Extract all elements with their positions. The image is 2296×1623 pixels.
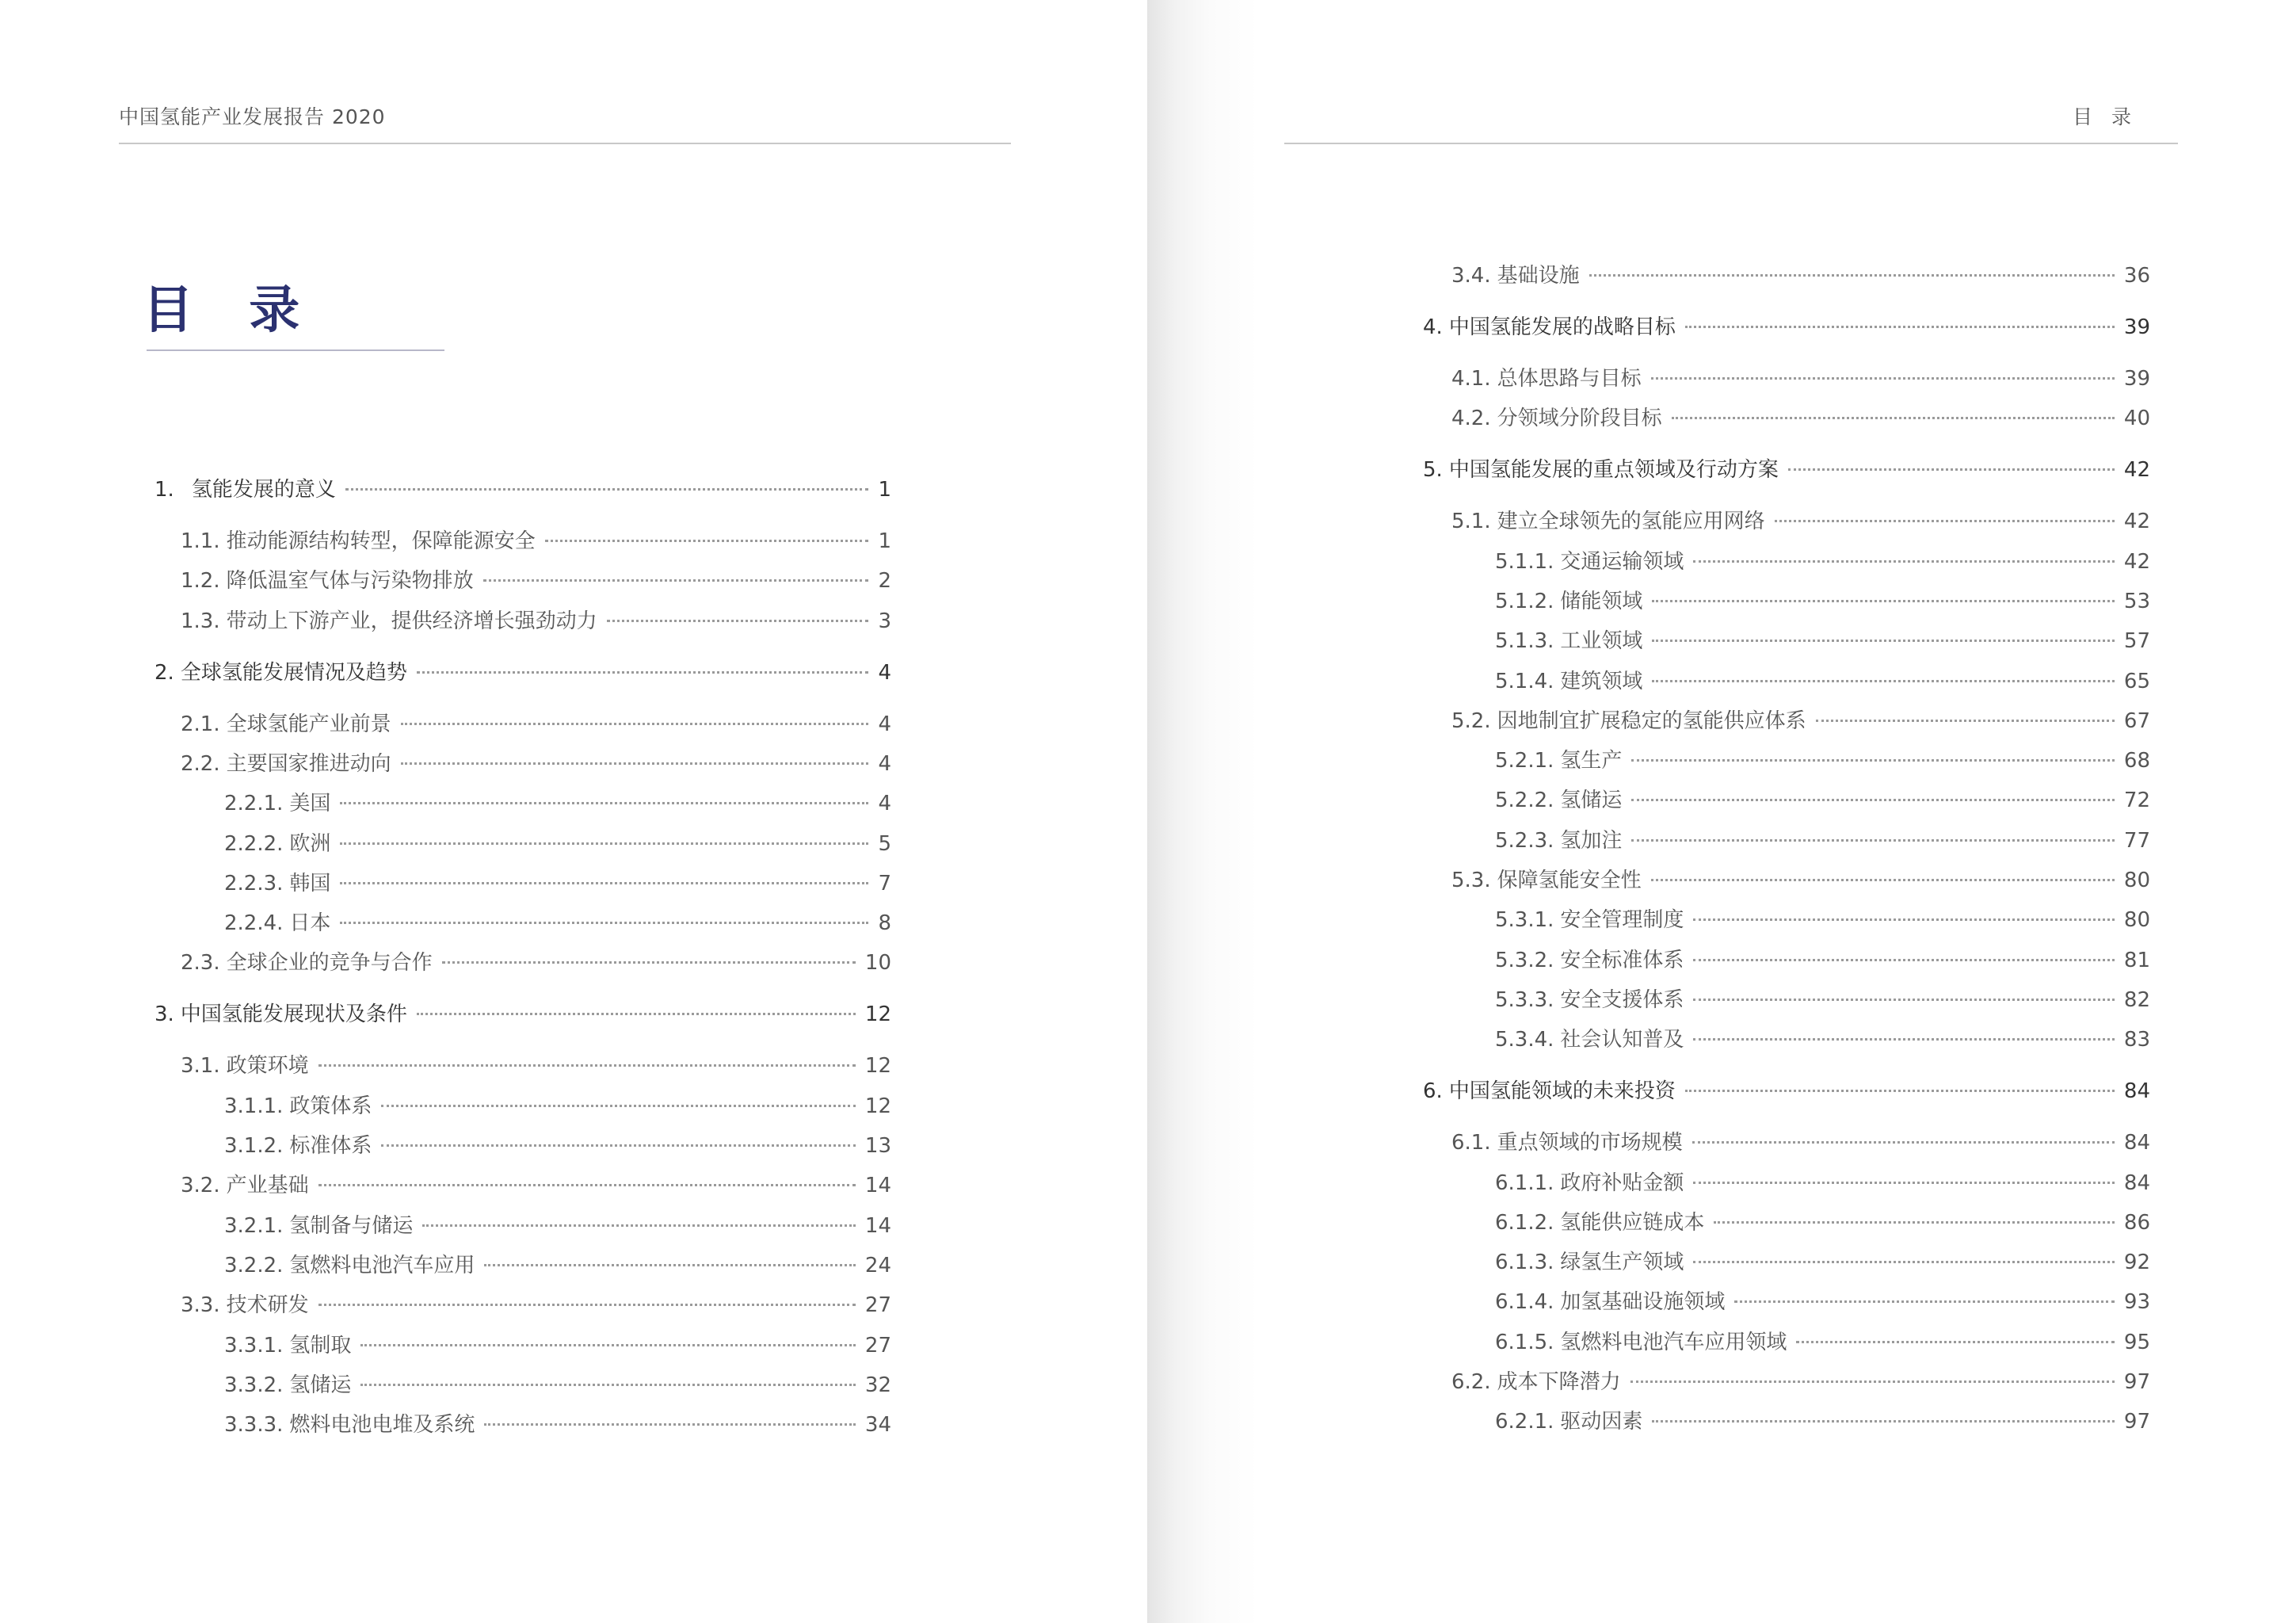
toc-entry-label: 产业基础 bbox=[226, 1174, 309, 1198]
toc-entry-page: 14 bbox=[864, 1174, 891, 1198]
toc-entry-page: 83 bbox=[2123, 1028, 2150, 1052]
toc-entry-number: 2.1. bbox=[181, 712, 220, 736]
dot-leader bbox=[422, 1224, 855, 1227]
toc-entry[interactable] bbox=[181, 527, 891, 556]
toc-entry-label: 降低温室气体与污染物排放 bbox=[226, 569, 474, 594]
toc-entry[interactable] bbox=[1451, 1368, 2150, 1396]
toc-entry[interactable] bbox=[1451, 365, 2150, 393]
toc-entry-label: 政策环境 bbox=[226, 1054, 309, 1079]
toc-entry-page: 57 bbox=[2123, 629, 2150, 654]
toc-entry-label: 氢生产 bbox=[1560, 749, 1623, 773]
toc-entry-page: 84 bbox=[2123, 1079, 2150, 1104]
title-underline bbox=[147, 349, 444, 351]
dot-leader bbox=[545, 540, 869, 542]
toc-entry-label: 建筑领域 bbox=[1560, 669, 1643, 693]
dot-leader bbox=[1589, 274, 2115, 277]
dot-leader bbox=[1672, 417, 2115, 419]
toc-entry[interactable] bbox=[1451, 866, 2150, 895]
toc-entry[interactable] bbox=[181, 1291, 891, 1319]
toc-entry[interactable] bbox=[1423, 456, 2150, 484]
toc-entry[interactable] bbox=[154, 1000, 891, 1029]
toc-entry-label: 成本下降潜力 bbox=[1497, 1370, 1621, 1394]
toc-entry-number: 6.1.3. bbox=[1495, 1251, 1554, 1275]
toc-entry-number: 3.2.1. bbox=[224, 1213, 284, 1238]
toc-entry-page: 84 bbox=[2123, 1170, 2150, 1195]
toc-entry-page: 24 bbox=[864, 1253, 891, 1277]
dot-leader bbox=[1685, 1090, 2115, 1092]
toc-entry-label: 社会认知普及 bbox=[1560, 1028, 1684, 1052]
toc-entry-page: 80 bbox=[2123, 908, 2150, 933]
toc-entry-number: 2.2.4. bbox=[224, 911, 284, 936]
toc-entry-number: 6.1.2. bbox=[1495, 1210, 1554, 1235]
toc-entry-label: 全球氢能产业前景 bbox=[226, 712, 391, 736]
toc-entry[interactable] bbox=[1495, 786, 2150, 815]
dot-leader bbox=[1788, 468, 2115, 471]
toc-entry-page: 92 bbox=[2123, 1251, 2150, 1275]
toc-entry-page: 12 bbox=[864, 1054, 891, 1079]
toc-entry-label: 中国氢能领域的未来投资 bbox=[1448, 1079, 1676, 1104]
toc-entry[interactable] bbox=[1495, 986, 2150, 1014]
dot-leader bbox=[1630, 1381, 2115, 1383]
running-header-title: 中国氢能产业发展报告 2020 bbox=[119, 105, 386, 128]
dot-leader bbox=[1652, 600, 2114, 602]
toc-entry[interactable] bbox=[181, 607, 891, 636]
toc-entry-page: 14 bbox=[864, 1213, 891, 1238]
toc-entry-page: 36 bbox=[2123, 264, 2150, 288]
left-page bbox=[0, 0, 1147, 1623]
dot-leader bbox=[1693, 918, 2114, 921]
toc-entry-label: 全球企业的竞争与合作 bbox=[226, 951, 433, 976]
toc-entry-number: 5.1.2. bbox=[1495, 589, 1554, 613]
toc-entry[interactable] bbox=[1423, 1077, 2150, 1106]
toc-entry[interactable] bbox=[1495, 587, 2150, 616]
dot-leader bbox=[1631, 799, 2114, 801]
dot-leader bbox=[340, 802, 868, 804]
toc-entry-number: 6.1. bbox=[1451, 1131, 1491, 1155]
toc-entry-page: 12 bbox=[864, 1002, 891, 1027]
toc-entry-page: 7 bbox=[878, 871, 891, 896]
toc-entry-number: 5.2. bbox=[1451, 708, 1491, 733]
toc-entry-label: 氢制备与储运 bbox=[289, 1213, 414, 1238]
toc-entry-label: 储能领域 bbox=[1560, 589, 1643, 613]
toc-entry-number: 5.1.3. bbox=[1495, 629, 1554, 654]
toc-entry-label: 氢加注 bbox=[1560, 828, 1623, 853]
toc-entry-number: 1.2. bbox=[181, 569, 220, 594]
toc-entry[interactable] bbox=[1495, 747, 2150, 775]
toc-entry[interactable] bbox=[224, 1212, 891, 1240]
toc-entry[interactable] bbox=[1451, 707, 2150, 735]
toc-entry-number: 6.2.1. bbox=[1495, 1410, 1554, 1434]
dot-leader bbox=[1652, 640, 2114, 642]
dot-leader bbox=[1693, 1182, 2114, 1184]
toc-entry-page: 4 bbox=[878, 712, 891, 736]
dot-leader bbox=[345, 488, 869, 491]
toc-entry-label: 中国氢能发展的重点领域及行动方案 bbox=[1448, 458, 1779, 483]
toc-entry[interactable] bbox=[1451, 404, 2150, 433]
toc-entry[interactable] bbox=[224, 1092, 891, 1121]
toc-entry-label: 交通运输领域 bbox=[1560, 549, 1684, 574]
dot-leader bbox=[1796, 1341, 2114, 1343]
toc-entry-label: 日本 bbox=[289, 911, 331, 936]
toc-entry[interactable] bbox=[1451, 507, 2150, 536]
toc-entry-number: 4.2. bbox=[1451, 407, 1491, 431]
toc-entry-page: 42 bbox=[2123, 549, 2150, 574]
toc-entry-number: 5.3.3. bbox=[1495, 987, 1554, 1012]
header-rule bbox=[119, 143, 1011, 144]
toc-entry-label: 技术研发 bbox=[226, 1293, 309, 1318]
toc-entry-page: 72 bbox=[2123, 789, 2150, 813]
toc-entry-page: 82 bbox=[2123, 987, 2150, 1012]
toc-entry-page: 27 bbox=[864, 1293, 891, 1318]
toc-entry-number: 6.1.1. bbox=[1495, 1170, 1554, 1195]
toc-entry-page: 67 bbox=[2123, 708, 2150, 733]
toc-entry-page: 1 bbox=[878, 478, 891, 502]
toc-entry-page: 93 bbox=[2123, 1290, 2150, 1315]
toc-entry-number: 2.3. bbox=[181, 951, 220, 976]
toc-entry-page: 4 bbox=[878, 660, 891, 685]
dot-leader bbox=[1652, 1420, 2114, 1423]
dot-leader bbox=[1652, 680, 2114, 682]
toc-entry-page: 80 bbox=[2123, 869, 2150, 892]
toc-entry-number: 5. bbox=[1423, 458, 1443, 483]
toc-entry[interactable] bbox=[224, 1251, 891, 1280]
toc-entry-page: 32 bbox=[864, 1373, 891, 1397]
toc-entry-label: 氢储运 bbox=[1560, 789, 1623, 813]
toc-entry-label: 中国氢能发展现状及条件 bbox=[180, 1002, 407, 1027]
toc-entry-label: 分领域分阶段目标 bbox=[1497, 407, 1662, 431]
dot-leader bbox=[381, 1105, 855, 1107]
toc-entry-label: 建立全球领先的氢能应用网络 bbox=[1497, 510, 1765, 534]
toc-entry-number: 5.2.2. bbox=[1495, 789, 1554, 813]
toc-entry-number: 2. bbox=[154, 660, 174, 685]
toc-entry-number: 3.3.2. bbox=[224, 1373, 284, 1397]
dot-leader bbox=[484, 1423, 855, 1426]
toc-entry[interactable] bbox=[181, 750, 891, 778]
toc-entry-label: 氢燃料电池汽车应用领域 bbox=[1560, 1330, 1787, 1354]
toc-entry[interactable] bbox=[181, 1052, 891, 1080]
toc-entry-number: 5.1. bbox=[1451, 510, 1491, 534]
toc-entry-number: 5.3.1. bbox=[1495, 908, 1554, 933]
toc-entry[interactable] bbox=[224, 830, 891, 858]
toc-entry-number: 6.1.4. bbox=[1495, 1290, 1554, 1315]
dot-leader bbox=[607, 620, 869, 622]
dot-leader bbox=[417, 1013, 856, 1015]
toc-entry[interactable] bbox=[154, 659, 891, 687]
toc-entry-label: 氢制取 bbox=[289, 1333, 352, 1358]
toc-entry-page: 4 bbox=[878, 751, 891, 776]
dot-leader bbox=[340, 882, 868, 884]
toc-entry-label: 氢储运 bbox=[289, 1373, 352, 1397]
toc-entry[interactable] bbox=[224, 1331, 891, 1360]
toc-entry-label: 政府补贴金额 bbox=[1560, 1170, 1684, 1195]
dot-leader bbox=[1693, 959, 2114, 961]
toc-entry-number: 1.3. bbox=[181, 609, 220, 633]
toc-entry-number: 5.3.4. bbox=[1495, 1028, 1554, 1052]
toc-entry-page: 8 bbox=[878, 911, 891, 936]
toc-entry-label: 加氢基础设施领域 bbox=[1560, 1290, 1726, 1315]
toc-entry-page: 84 bbox=[2123, 1131, 2150, 1155]
toc-entry-number: 3.2. bbox=[181, 1174, 220, 1198]
toc-entry-label: 安全管理制度 bbox=[1560, 908, 1684, 933]
toc-entry-number: 2.2.2. bbox=[224, 831, 284, 856]
toc-entry-number: 3.3.3. bbox=[224, 1413, 284, 1438]
toc-entry-label: 中国氢能发展的战略目标 bbox=[1448, 315, 1676, 339]
toc-entry-page: 27 bbox=[864, 1333, 891, 1358]
toc-entry[interactable] bbox=[224, 869, 891, 898]
dot-leader bbox=[484, 1264, 855, 1266]
toc-entry-number: 4.1. bbox=[1451, 367, 1491, 391]
dot-leader bbox=[1631, 759, 2114, 762]
toc-entry-label: 政策体系 bbox=[289, 1094, 372, 1118]
dot-leader bbox=[417, 671, 869, 674]
toc-entry-number: 2.2. bbox=[181, 751, 220, 776]
dot-leader bbox=[1816, 720, 2115, 722]
toc-entry-page: 39 bbox=[2123, 367, 2150, 391]
page-title: 目 录 bbox=[143, 281, 319, 340]
toc-entry[interactable] bbox=[1495, 627, 2150, 655]
toc-entry-number: 3.2.2. bbox=[224, 1253, 284, 1277]
toc-entry-page: 3 bbox=[878, 609, 891, 633]
toc-entry-number: 5.2.1. bbox=[1495, 749, 1554, 773]
toc-entry-number: 5.2.3. bbox=[1495, 828, 1554, 853]
toc-entry-number: 3.4. bbox=[1451, 264, 1491, 288]
toc-entry[interactable] bbox=[1495, 906, 2150, 934]
toc-entry-page: 77 bbox=[2123, 828, 2150, 853]
toc-entry-label: 基础设施 bbox=[1497, 264, 1580, 288]
toc-entry[interactable] bbox=[224, 1411, 891, 1439]
toc-entry-label: 韩国 bbox=[289, 871, 331, 896]
toc-entry-page: 40 bbox=[2123, 407, 2150, 431]
toc-entry[interactable] bbox=[1495, 667, 2150, 696]
toc-entry-number: 6.2. bbox=[1451, 1370, 1491, 1394]
toc-entry-label: 总体思路与目标 bbox=[1497, 367, 1642, 391]
toc-entry-page: 97 bbox=[2123, 1370, 2150, 1394]
dot-leader bbox=[318, 1184, 856, 1186]
toc-entry-label: 美国 bbox=[289, 792, 331, 816]
toc-entry-page: 1 bbox=[878, 529, 891, 553]
dot-leader bbox=[1685, 326, 2115, 328]
toc-entry-number: 2.2.3. bbox=[224, 871, 284, 896]
dot-leader bbox=[1734, 1300, 2114, 1303]
toc-entry[interactable] bbox=[1495, 1328, 2150, 1357]
toc-entry-page: 13 bbox=[864, 1134, 891, 1158]
toc-entry-label: 标准体系 bbox=[289, 1134, 372, 1158]
toc-entry-number: 3.3.1. bbox=[224, 1333, 284, 1358]
dot-leader bbox=[401, 723, 869, 725]
toc-entry-label: 全球氢能发展情况及趋势 bbox=[180, 660, 407, 685]
toc-entry-label: 燃料电池电堆及系统 bbox=[289, 1413, 475, 1438]
dot-leader bbox=[318, 1304, 856, 1306]
toc-entry-label: 氢能供应链成本 bbox=[1560, 1210, 1705, 1235]
toc-entry-page: 12 bbox=[864, 1094, 891, 1118]
toc-entry-label: 保障氢能安全性 bbox=[1497, 869, 1642, 892]
dot-leader bbox=[1692, 1141, 2115, 1144]
toc-entry-number: 1.1. bbox=[181, 529, 220, 553]
toc-entry[interactable] bbox=[1451, 1128, 2150, 1157]
toc-entry-number: 5.3. bbox=[1451, 869, 1491, 892]
toc-entry-number: 2.2.1. bbox=[224, 792, 284, 816]
toc-entry[interactable] bbox=[1495, 548, 2150, 576]
toc-entry-label: 绿氢生产领域 bbox=[1560, 1251, 1684, 1275]
dot-leader bbox=[1651, 377, 2115, 380]
toc-entry[interactable] bbox=[1495, 827, 2150, 855]
toc-entry[interactable] bbox=[181, 949, 891, 977]
toc-entry-number: 3.1.1. bbox=[224, 1094, 284, 1118]
dot-leader bbox=[360, 1344, 855, 1346]
toc-entry[interactable] bbox=[154, 475, 891, 504]
toc-entry-label: 安全支援体系 bbox=[1560, 987, 1684, 1012]
toc-entry[interactable] bbox=[1495, 1209, 2150, 1237]
toc-entry-page: 10 bbox=[864, 951, 891, 976]
toc-entry-number: 3.3. bbox=[181, 1293, 220, 1318]
toc-entry-label: 安全标准体系 bbox=[1560, 948, 1684, 972]
toc-entry[interactable] bbox=[1495, 1248, 2150, 1277]
dot-leader bbox=[340, 842, 868, 845]
toc-entry-label: 工业领域 bbox=[1560, 629, 1643, 654]
toc-entry-label: 重点领域的市场规模 bbox=[1497, 1131, 1683, 1155]
dot-leader bbox=[318, 1064, 856, 1067]
dot-leader bbox=[340, 922, 868, 924]
toc-entry-number: 5.1.4. bbox=[1495, 669, 1554, 693]
dot-leader bbox=[360, 1384, 855, 1386]
header-rule bbox=[1284, 143, 2178, 144]
toc-entry-number: 6.1.5. bbox=[1495, 1330, 1554, 1354]
toc-entry-label: 主要国家推进动向 bbox=[226, 751, 391, 776]
toc-entry-page: 97 bbox=[2123, 1410, 2150, 1434]
toc-entry-page: 68 bbox=[2123, 749, 2150, 773]
dot-leader bbox=[442, 961, 856, 964]
toc-entry[interactable] bbox=[224, 1371, 891, 1400]
toc-entry[interactable] bbox=[181, 1171, 891, 1200]
toc-entry[interactable] bbox=[1451, 262, 2150, 290]
toc-entry-page: 4 bbox=[878, 792, 891, 816]
dot-leader bbox=[1651, 879, 2115, 881]
toc-entry[interactable] bbox=[181, 567, 891, 595]
dot-leader bbox=[401, 762, 869, 765]
toc-entry[interactable] bbox=[1495, 1025, 2150, 1054]
dot-leader bbox=[1631, 839, 2114, 842]
toc-entry-page: 53 bbox=[2123, 589, 2150, 613]
toc-entry-label: 氢能发展的意义 bbox=[191, 478, 336, 502]
dot-leader bbox=[1775, 520, 2115, 522]
toc-entry[interactable] bbox=[224, 1132, 891, 1160]
toc-entry[interactable] bbox=[181, 710, 891, 739]
dot-leader bbox=[1693, 999, 2114, 1001]
toc-entry-number: 3. bbox=[154, 1002, 174, 1027]
dot-leader bbox=[1693, 560, 2114, 563]
toc-entry[interactable] bbox=[224, 789, 891, 818]
toc-entry-number: 5.3.2. bbox=[1495, 948, 1554, 972]
toc-entry-number: 5.1.1. bbox=[1495, 549, 1554, 574]
toc-entry-label: 推动能源结构转型，保障能源安全 bbox=[226, 529, 536, 553]
dot-leader bbox=[1693, 1261, 2114, 1263]
toc-entry-label: 欧洲 bbox=[289, 831, 331, 856]
toc-entry[interactable] bbox=[1495, 1288, 2150, 1316]
dot-leader bbox=[381, 1144, 855, 1147]
toc-entry-page: 34 bbox=[864, 1413, 891, 1438]
toc-entry-page: 65 bbox=[2123, 669, 2150, 693]
dot-leader bbox=[1693, 1038, 2114, 1041]
toc-entry-number: 1. bbox=[154, 478, 174, 502]
toc-entry-number: 4. bbox=[1423, 315, 1443, 339]
toc-entry-label: 驱动因素 bbox=[1560, 1410, 1643, 1434]
toc-entry[interactable] bbox=[1423, 313, 2150, 342]
toc-entry[interactable] bbox=[1495, 946, 2150, 975]
toc-entry-number: 6. bbox=[1423, 1079, 1443, 1104]
toc-entry-label: 氢燃料电池汽车应用 bbox=[289, 1253, 475, 1277]
toc-entry-page: 39 bbox=[2123, 315, 2150, 339]
running-header-section: 目 录 bbox=[2073, 105, 2138, 128]
toc-entry[interactable] bbox=[1495, 1169, 2150, 1197]
toc-entry-page: 42 bbox=[2123, 510, 2150, 534]
toc-entry-page: 42 bbox=[2123, 458, 2150, 483]
toc-entry-page: 81 bbox=[2123, 948, 2150, 972]
toc-entry-page: 86 bbox=[2123, 1210, 2150, 1235]
toc-entry-page: 2 bbox=[878, 569, 891, 594]
toc-entry-label: 因地制宜扩展稳定的氢能供应体系 bbox=[1497, 708, 1806, 733]
toc-entry[interactable] bbox=[1495, 1407, 2150, 1436]
toc-entry-number: 3.1.2. bbox=[224, 1134, 284, 1158]
toc-entry-number: 3.1. bbox=[181, 1054, 220, 1079]
dot-leader bbox=[483, 579, 869, 582]
toc-entry[interactable] bbox=[224, 909, 891, 938]
toc-entry-page: 95 bbox=[2123, 1330, 2150, 1354]
dot-leader bbox=[1714, 1221, 2114, 1224]
toc-entry-label: 带动上下游产业，提供经济增长强劲动力 bbox=[226, 609, 597, 633]
toc-entry-page: 5 bbox=[878, 831, 891, 856]
right-page bbox=[1147, 0, 2296, 1623]
